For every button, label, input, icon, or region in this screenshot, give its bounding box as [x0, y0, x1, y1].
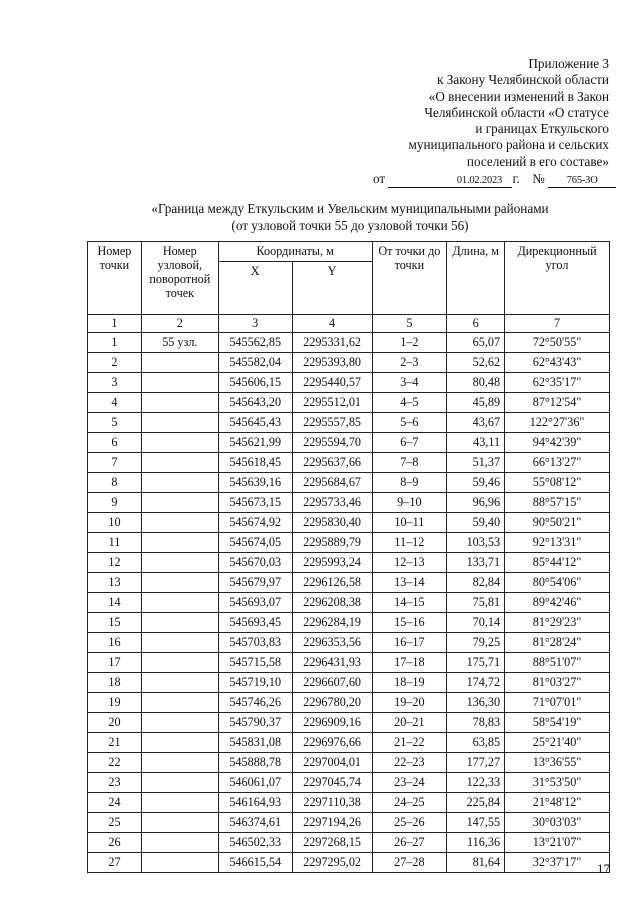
node-number	[141, 813, 218, 833]
coordinate-x: 546502,33	[218, 833, 292, 853]
segment-length: 79,25	[447, 633, 505, 653]
segment-length: 96,96	[447, 493, 505, 513]
direction-angle: 66°13'27"	[505, 453, 610, 473]
coordinate-x: 545746,26	[218, 693, 292, 713]
segment-length: 133,71	[447, 553, 505, 573]
table-row	[88, 733, 610, 753]
segment: 7–8	[372, 453, 447, 473]
node-number	[141, 393, 218, 413]
table-row	[88, 333, 610, 353]
segment: 15–16	[372, 613, 447, 633]
point-number: 7	[88, 453, 142, 473]
node-number	[141, 673, 218, 693]
segment: 14–15	[372, 593, 447, 613]
direction-angle: 81°29'23"	[505, 613, 610, 633]
coordinate-x: 545562,85	[218, 333, 292, 353]
column-number: 7	[505, 315, 610, 333]
point-number: 22	[88, 753, 142, 773]
point-number: 2	[88, 353, 142, 373]
node-number	[141, 773, 218, 793]
point-number: 15	[88, 613, 142, 633]
point-number: 3	[88, 373, 142, 393]
segment-length: 103,53	[447, 533, 505, 553]
point-number: 12	[88, 553, 142, 573]
direction-angle: 71°07'01"	[505, 693, 610, 713]
point-number: 8	[88, 473, 142, 493]
segment-length: 177,27	[447, 753, 505, 773]
coordinate-y: 2296607,60	[292, 673, 372, 693]
coordinate-x: 545643,20	[218, 393, 292, 413]
segment: 22–23	[372, 753, 447, 773]
table-row	[88, 373, 610, 393]
segment-length: 63,85	[447, 733, 505, 753]
node-number	[141, 633, 218, 653]
segment-length: 78,83	[447, 713, 505, 733]
direction-angle: 62°35'17"	[505, 373, 610, 393]
column-number: 4	[292, 315, 372, 333]
point-number: 6	[88, 433, 142, 453]
coordinate-x: 545645,43	[218, 413, 292, 433]
direction-angle: 21°48'12"	[505, 793, 610, 813]
point-number: 27	[88, 853, 142, 873]
segment-length: 65,07	[447, 333, 505, 353]
appendix-line: «О внесении изменений в Закон	[428, 88, 609, 104]
table-row	[88, 433, 610, 453]
appendix-line: Челябинской области «О статусе	[424, 104, 609, 120]
coordinate-x: 545674,92	[218, 513, 292, 533]
point-number: 19	[88, 693, 142, 713]
from-label: от	[373, 171, 386, 186]
table-row	[88, 653, 610, 673]
coordinate-y: 2295684,67	[292, 473, 372, 493]
segment: 24–25	[372, 793, 447, 813]
direction-angle: 55°08'12"	[505, 473, 610, 493]
direction-angle: 122°27'36"	[505, 413, 610, 433]
table-row	[88, 393, 610, 413]
node-number	[141, 753, 218, 773]
point-number: 14	[88, 593, 142, 613]
point-number: 1	[88, 333, 142, 353]
coordinate-y: 2297004,01	[292, 753, 372, 773]
point-number: 21	[88, 733, 142, 753]
coordinate-y: 2295331,62	[292, 333, 372, 353]
number-label: №	[532, 171, 545, 186]
segment-length: 70,14	[447, 613, 505, 633]
segment-length: 43,67	[447, 413, 505, 433]
segment: 5–6	[372, 413, 447, 433]
direction-angle: 88°57'15"	[505, 493, 610, 513]
point-number: 16	[88, 633, 142, 653]
direction-angle: 81°03'27"	[505, 673, 610, 693]
table-row	[88, 453, 610, 473]
node-number	[141, 373, 218, 393]
node-number	[141, 713, 218, 733]
direction-angle: 90°50'21"	[505, 513, 610, 533]
direction-angle: 88°51'07"	[505, 653, 610, 673]
segment-length: 136,30	[447, 693, 505, 713]
direction-angle: 30°03'03"	[505, 813, 610, 833]
coordinate-y: 2297110,38	[292, 793, 372, 813]
segment-length: 52,62	[447, 353, 505, 373]
direction-angle: 72°50'55"	[505, 333, 610, 353]
title-line: «Граница между Еткульским и Увельским муниципальными районами	[151, 201, 549, 216]
direction-angle: 31°53'50"	[505, 773, 610, 793]
coordinate-y: 2296353,56	[292, 633, 372, 653]
coordinate-x: 545693,45	[218, 613, 292, 633]
point-number: 9	[88, 493, 142, 513]
segment: 13–14	[372, 573, 447, 593]
document-title	[90, 201, 610, 234]
segment: 25–26	[372, 813, 447, 833]
header-coordinates: Координаты, м	[218, 242, 372, 262]
table-row	[88, 713, 610, 733]
segment: 6–7	[372, 433, 447, 453]
coordinate-y: 2295557,85	[292, 413, 372, 433]
segment-length: 59,46	[447, 473, 505, 493]
segment-length: 82,84	[447, 573, 505, 593]
coordinate-x: 546164,93	[218, 793, 292, 813]
segment: 23–24	[372, 773, 447, 793]
segment: 8–9	[372, 473, 447, 493]
node-number	[141, 433, 218, 453]
segment: 11–12	[372, 533, 447, 553]
segment-length: 75,81	[447, 593, 505, 613]
table-row	[88, 773, 610, 793]
segment-length: 43,11	[447, 433, 505, 453]
coordinate-x: 545888,78	[218, 753, 292, 773]
point-number: 23	[88, 773, 142, 793]
node-number	[141, 513, 218, 533]
table-row	[88, 673, 610, 693]
table-row	[88, 413, 610, 433]
segment-length: 116,36	[447, 833, 505, 853]
column-number: 5	[372, 315, 447, 333]
table-row	[88, 513, 610, 533]
coordinate-y: 2295440,57	[292, 373, 372, 393]
table-row	[88, 353, 610, 373]
segment: 19–20	[372, 693, 447, 713]
title-subline: (от узловой точки 55 до узловой точки 56)	[231, 217, 469, 233]
coordinate-y: 2296208,38	[292, 593, 372, 613]
coordinate-y: 2296284,19	[292, 613, 372, 633]
segment-length: 59,40	[447, 513, 505, 533]
segment: 26–27	[372, 833, 447, 853]
node-number	[141, 573, 218, 593]
point-number: 5	[88, 413, 142, 433]
coordinate-y: 2295830,40	[292, 513, 372, 533]
segment: 20–21	[372, 713, 447, 733]
node-number	[141, 793, 218, 813]
segment-length: 175,71	[447, 653, 505, 673]
direction-angle: 85°44'12"	[505, 553, 610, 573]
point-number: 18	[88, 673, 142, 693]
appendix-line: к Закону Челябинской области	[437, 72, 609, 88]
segment: 3–4	[372, 373, 447, 393]
coordinate-y: 2297295,02	[292, 853, 372, 873]
number-value: 765-ЗО	[566, 175, 598, 186]
table-row	[88, 813, 610, 833]
direction-angle: 58°54'19"	[505, 713, 610, 733]
table-row	[88, 593, 610, 613]
column-number-row	[88, 315, 610, 333]
coordinate-x: 545703,83	[218, 633, 292, 653]
column-number: 1	[88, 315, 142, 333]
segment: 4–5	[372, 393, 447, 413]
node-number	[141, 833, 218, 853]
node-number	[141, 853, 218, 873]
coordinate-x: 545715,58	[218, 653, 292, 673]
column-number: 6	[447, 315, 505, 333]
segment: 12–13	[372, 553, 447, 573]
segment: 21–22	[372, 733, 447, 753]
segment-length: 147,55	[447, 813, 505, 833]
direction-angle: 81°28'24"	[505, 633, 610, 653]
table-row	[88, 573, 610, 593]
table-row	[88, 473, 610, 493]
law-date-number	[373, 171, 616, 188]
appendix-line: и границах Еткульского	[475, 121, 609, 137]
segment: 27–28	[372, 853, 447, 873]
coordinate-x: 545679,97	[218, 573, 292, 593]
segment-length: 81,64	[447, 853, 505, 873]
segment: 10–11	[372, 513, 447, 533]
node-number	[141, 533, 218, 553]
node-number	[141, 453, 218, 473]
header-y: Y	[292, 262, 372, 315]
coordinate-y: 2296780,20	[292, 693, 372, 713]
coordinate-x: 545618,45	[218, 453, 292, 473]
coordinate-x: 546374,61	[218, 813, 292, 833]
page-number: 17	[597, 861, 610, 876]
coordinate-y: 2297268,15	[292, 833, 372, 853]
appendix-line: муниципального района и сельских	[408, 137, 609, 153]
coordinate-x: 545606,15	[218, 373, 292, 393]
header-length: Длина, м	[447, 242, 505, 315]
segment: 9–10	[372, 493, 447, 513]
node-number	[141, 413, 218, 433]
table-row	[88, 613, 610, 633]
direction-angle: 94°42'39"	[505, 433, 610, 453]
direction-angle: 13°36'55"	[505, 753, 610, 773]
segment: 18–19	[372, 673, 447, 693]
coordinate-y: 2296431,93	[292, 653, 372, 673]
direction-angle: 32°37'17"	[505, 853, 610, 873]
header-angle: Дирекционный угол	[505, 242, 610, 315]
coordinate-x: 545693,07	[218, 593, 292, 613]
direction-angle: 89°42'46"	[505, 593, 610, 613]
node-number	[141, 733, 218, 753]
node-number: 55 узл.	[141, 333, 218, 353]
table-row	[88, 853, 610, 873]
column-number: 3	[218, 315, 292, 333]
coordinate-x: 545673,15	[218, 493, 292, 513]
appendix-line: поселений в его составе»	[466, 153, 609, 169]
coordinate-y: 2297194,26	[292, 813, 372, 833]
segment: 1–2	[372, 333, 447, 353]
segment-length: 51,37	[447, 453, 505, 473]
coordinate-y: 2295637,66	[292, 453, 372, 473]
coordinate-x: 545639,16	[218, 473, 292, 493]
segment-length: 45,89	[447, 393, 505, 413]
coordinate-y: 2295993,24	[292, 553, 372, 573]
point-number: 17	[88, 653, 142, 673]
coordinate-x: 545790,37	[218, 713, 292, 733]
segment: 2–3	[372, 353, 447, 373]
coordinate-x: 545582,04	[218, 353, 292, 373]
node-number	[141, 353, 218, 373]
table-row	[88, 793, 610, 813]
point-number: 26	[88, 833, 142, 853]
direction-angle: 92°13'31"	[505, 533, 610, 553]
appendix-header	[309, 56, 609, 170]
date-field	[388, 172, 512, 188]
year-suffix: г.	[512, 171, 520, 186]
node-number	[141, 473, 218, 493]
table-row	[88, 693, 610, 713]
point-number: 4	[88, 393, 142, 413]
table-row	[88, 833, 610, 853]
appendix-line: Приложение 3	[528, 56, 609, 71]
point-number: 13	[88, 573, 142, 593]
coordinate-x: 545674,05	[218, 533, 292, 553]
point-number: 11	[88, 533, 142, 553]
segment-length: 174,72	[447, 673, 505, 693]
coordinate-y: 2296976,66	[292, 733, 372, 753]
date-value: 01.02.2023	[456, 175, 503, 186]
point-number: 20	[88, 713, 142, 733]
coordinate-y: 2296126,58	[292, 573, 372, 593]
coordinate-x: 546615,54	[218, 853, 292, 873]
coordinate-y: 2295393,80	[292, 353, 372, 373]
direction-angle: 25°21'40"	[505, 733, 610, 753]
table-row	[88, 753, 610, 773]
node-number	[141, 493, 218, 513]
segment-length: 80,48	[447, 373, 505, 393]
segment-length: 122,33	[447, 773, 505, 793]
coordinate-x: 545670,03	[218, 553, 292, 573]
segment: 16–17	[372, 633, 447, 653]
node-number	[141, 553, 218, 573]
coordinate-x: 545621,99	[218, 433, 292, 453]
boundary-table	[87, 241, 610, 873]
number-field	[548, 172, 616, 188]
coordinate-y: 2295733,46	[292, 493, 372, 513]
direction-angle: 13°21'07"	[505, 833, 610, 853]
table-row	[88, 633, 610, 653]
direction-angle: 80°54'06"	[505, 573, 610, 593]
table-row	[88, 533, 610, 553]
direction-angle: 87°12'54"	[505, 393, 610, 413]
header-from-to: От точки до точки	[372, 242, 447, 315]
node-number	[141, 693, 218, 713]
coordinate-y: 2295512,01	[292, 393, 372, 413]
coordinate-y: 2297045,74	[292, 773, 372, 793]
node-number	[141, 613, 218, 633]
header-node-no: Номер узловой, поворотной точек	[141, 242, 218, 315]
node-number	[141, 593, 218, 613]
segment: 17–18	[372, 653, 447, 673]
node-number	[141, 653, 218, 673]
point-number: 10	[88, 513, 142, 533]
direction-angle: 62°43'43"	[505, 353, 610, 373]
coordinate-x: 546061,07	[218, 773, 292, 793]
coordinate-x: 545831,08	[218, 733, 292, 753]
coordinate-y: 2295594,70	[292, 433, 372, 453]
table-row	[88, 493, 610, 513]
table-row	[88, 553, 610, 573]
coordinate-y: 2296909,16	[292, 713, 372, 733]
point-number: 24	[88, 793, 142, 813]
header-point-no: Номер точки	[88, 242, 142, 315]
header-x: X	[218, 262, 292, 315]
column-number: 2	[141, 315, 218, 333]
coordinate-x: 545719,10	[218, 673, 292, 693]
coordinate-y: 2295889,79	[292, 533, 372, 553]
segment-length: 225,84	[447, 793, 505, 813]
point-number: 25	[88, 813, 142, 833]
